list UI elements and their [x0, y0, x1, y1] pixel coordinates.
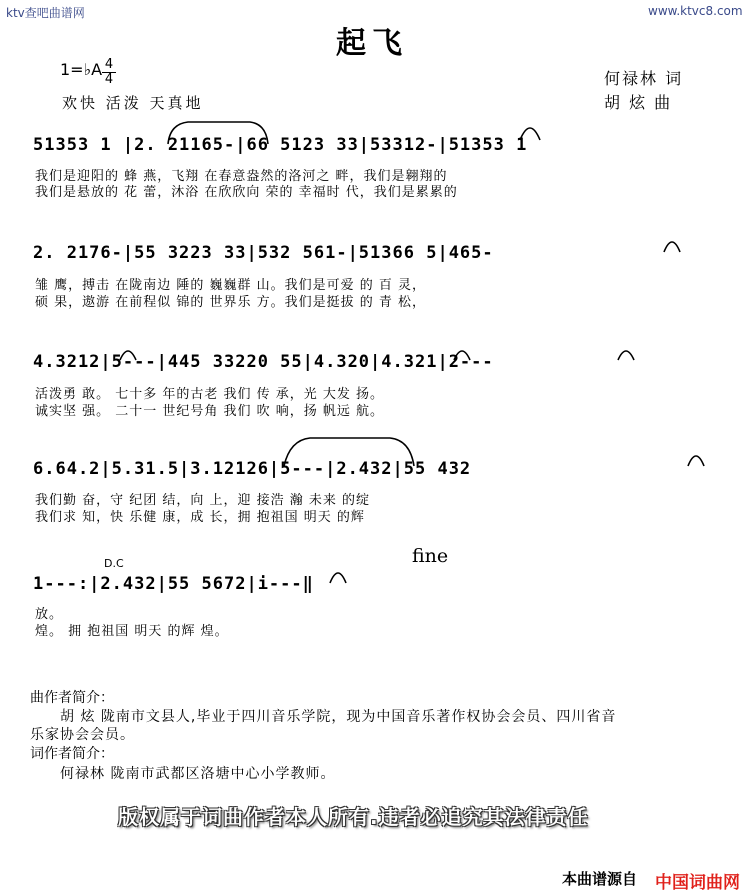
lyrics-row-5-verse-1: 放。: [35, 607, 64, 622]
lyrics-row-5-verse-2: 煌。 拥 抱祖国 明天 的辉 煌。: [35, 624, 229, 639]
slur-arc: [520, 128, 540, 140]
lyrics-row-4-verse-1: 我们勤 奋，守 纪团 结，向 上，迎 接浩 瀚 未来 的绽: [35, 493, 371, 508]
copyright-banner: 版权属于词曲作者本人所有.违者必追究其法律责任: [118, 805, 589, 829]
song-title: 起飞: [336, 26, 408, 61]
composer-bio-line-1: 胡 炫 陇南市文县人,毕业于四川音乐学院，现为中国音乐著作权协会会员、四川省音: [60, 709, 617, 725]
time-signature: 4 4: [102, 58, 116, 87]
da-capo-marking: D.C: [104, 557, 124, 570]
notation-row-1: 51353 1 |2. 21165-|66 5123 33|53312-|51353 1: [33, 135, 528, 155]
slur-arc: [664, 242, 680, 252]
lyrics-row-3-verse-1: 活泼勇 敢。 七十多 年的古老 我们 传 承，光 大发 扬。: [35, 387, 385, 402]
lyricist-bio-label: 词作者简介：: [30, 746, 114, 762]
notation-row-4: 6.64.2|5.31.5|3.12126|5---|2.432|55 432: [33, 459, 472, 479]
slur-arc: [330, 573, 346, 583]
lyricist-credit: 何禄林 词: [604, 69, 684, 88]
lyrics-row-1-verse-1: 我们是迎阳的 蜂 燕，飞翔 在春意盎然的洛河之 畔，我们是翱翔的: [35, 169, 448, 184]
key-signature: 1=♭A: [60, 60, 103, 79]
notation-row-2: 2. 2176-|55 3223 33|532 561-|51366 5|465-: [33, 243, 494, 263]
lyrics-row-2-verse-1: 雏 鹰，搏击 在陇南边 陲的 巍巍群 山。我们是可爱 的 百 灵，: [35, 278, 427, 293]
slur-arc: [284, 438, 414, 466]
lyrics-row-1-verse-2: 我们是悬放的 花 蕾，沐浴 在欣欣向 荣的 幸福时 代，我们是累累的: [35, 185, 458, 200]
composer-bio-line-2: 乐家协会会员。: [30, 727, 135, 743]
footer-source-label: 本曲谱源自: [562, 870, 638, 888]
notation-row-5: 1---:|2.432|55 5672|i---‖: [33, 574, 314, 594]
lyricist-bio-text: 何禄林 陇南市武都区洛塘中心小学教师。: [60, 766, 336, 782]
slur-arc: [688, 456, 704, 466]
lyrics-row-4-verse-2: 我们求 知，快 乐健 康，成 长，拥 抱祖国 明天 的辉: [35, 510, 365, 525]
slur-arc: [120, 351, 136, 360]
notation-row-3: 4.3212|5---|445 33220 55|4.320|4.321|2---: [33, 352, 494, 372]
fine-marking: fine: [412, 545, 449, 567]
lyrics-row-2-verse-2: 硕 果，遨游 在前程似 锦的 世界乐 方。我们是挺拔 的 青 松，: [35, 295, 427, 310]
slur-arc: [454, 351, 470, 360]
slur-arc: [168, 122, 268, 144]
slur-arc: [618, 351, 634, 360]
footer-site-link[interactable]: 中国词曲网: [655, 873, 740, 893]
watermark-right: www.ktvc8.com: [648, 4, 743, 18]
tempo-marking: 欢快 活泼 天真地: [62, 94, 204, 112]
composer-bio-label: 曲作者简介：: [30, 690, 114, 706]
composer-credit: 胡 炫 曲: [604, 93, 673, 112]
watermark-left: ktv查吧曲谱网: [6, 6, 85, 20]
lyrics-row-3-verse-2: 诚实坚 强。 二十一 世纪号角 我们 吹 响，扬 帆远 航。: [35, 404, 385, 419]
